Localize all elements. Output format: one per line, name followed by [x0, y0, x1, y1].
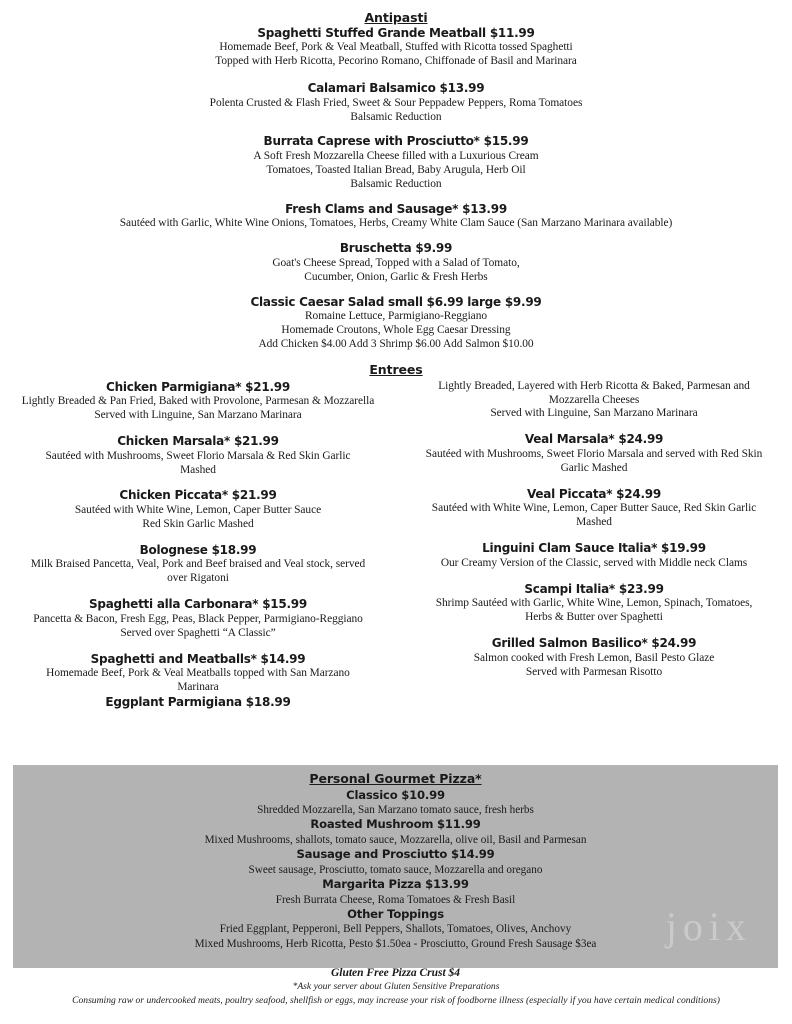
item-title: Spaghetti alla Carbonara* $15.99: [88, 597, 308, 612]
item-desc-line: Mixed Mushrooms, Herb Ricotta, Pesto $1.50ea - Prosciutto, Ground Fresh Sausage $3ea: [194, 937, 597, 950]
pizza-section: [13, 765, 778, 980]
menu-item: [14, 488, 382, 531]
item-desc-line: Sautéed with Mushrooms, Sweet Florio Marsala and served with Red Skin: [425, 447, 763, 460]
item-desc-line: Shredded Mozzarella, San Marzano tomato sauce, fresh herbs: [257, 803, 534, 816]
item-desc-line: Herbs & Butter over Spaghetti: [525, 611, 663, 624]
menu-item: [410, 432, 778, 475]
entrees-section: [0, 362, 792, 711]
menu-item: [0, 241, 792, 284]
menu-item: [13, 817, 778, 847]
item-title: Bolognese $18.99: [139, 542, 257, 557]
item-desc-line: over Rigatoni: [167, 572, 229, 585]
item-desc-line: Cucumber, Onion, Garlic & Fresh Herbs: [304, 270, 488, 283]
item-title: Chicken Parmigiana* $21.99: [106, 379, 290, 394]
item-title: Calamari Balsamico $13.99: [307, 81, 485, 96]
item-desc-line: Topped with Herb Ricotta, Pecorino Romano, Chiffonade of Basil and Marinara: [215, 55, 577, 68]
item-desc-line: Our Creamy Version of the Classic, served with Middle neck Clams: [440, 556, 748, 569]
item-desc-line: Tomatoes, Toasted Italian Bread, Baby Arugula, Herb Oil: [266, 163, 526, 176]
item-desc-line: Homemade Croutons, Whole Egg Caesar Dressing: [281, 324, 511, 337]
item-desc-line: Sweet sausage, Prosciutto, tomato sauce, Mozzarella and oregano: [248, 863, 543, 876]
entrees-heading: Entrees: [369, 361, 423, 377]
item-desc-line: Goat's Cheese Spread, Topped with a Salad of Tomato,: [272, 256, 520, 269]
menu-item: [410, 541, 778, 571]
item-title: Spaghetti Stuffed Grande Meatball $11.99: [257, 25, 535, 40]
item-desc-line: Sautéed with White Wine, Lemon, Caper Butter Sauce: [74, 504, 322, 516]
item-desc-line: Mozzarella Cheeses: [548, 393, 640, 406]
footer-disclaimer: [0, 980, 792, 1008]
item-title: Linguini Clam Sauce Italia* $19.99: [482, 541, 706, 556]
item-title: Sausage and Prosciutto $14.99: [296, 847, 495, 862]
menu-item: [14, 695, 382, 711]
item-desc-line: Garlic Mashed: [560, 461, 628, 474]
item-desc-line: Fried Eggplant, Pepperoni, Bell Peppers, Shallots, Tomatoes, Olives, Anchovy: [219, 923, 572, 936]
menu-item: [0, 26, 792, 69]
item-desc-line: Homemade Beef, Pork & Veal Meatballs topped with San Marzano: [46, 667, 350, 680]
gluten-free-crust-line: Gluten Free Pizza Crust $4: [330, 967, 461, 980]
item-desc-line: Pancetta & Bacon, Fresh Egg, Peas, Black Pepper, Parmigiano-Reggiano: [33, 612, 363, 625]
item-desc-line: Red Skin Garlic Mashed: [142, 517, 254, 530]
item-desc-line: Balsamic Reduction: [350, 110, 442, 123]
menu-item: [13, 847, 778, 877]
item-title: Bruschetta $9.99: [339, 241, 453, 256]
menu-item: [410, 582, 778, 625]
item-desc-line: Sautéed with Garlic, White Wine Onions, Tomatoes, Herbs, Creamy White Clam Sauce (San Marzano Marinara available): [119, 217, 673, 230]
item-title: Other Toppings: [347, 907, 444, 922]
menu-item: [14, 434, 382, 477]
item-desc-line: Milk Braised Pancetta, Veal, Pork and Beef braised and Veal stock, served: [30, 558, 366, 571]
entrees-grid: [0, 380, 792, 711]
item-desc-line: Lightly Breaded & Pan Fried, Baked with Provolone, Parmesan & Mozzarella: [21, 395, 375, 408]
item-title: Chicken Piccata* $21.99: [119, 488, 277, 503]
item-desc-line: A Soft Fresh Mozzarella Cheese filled with a Luxurious Cream: [253, 150, 539, 163]
item-title: Classic Caesar Salad small $6.99 large $9.99: [250, 294, 542, 309]
item-desc-line: Fresh Burrata Cheese, Roma Tomatoes & Fresh Basil: [275, 893, 516, 906]
item-title: Roasted Mushroom $11.99: [310, 817, 481, 832]
item-desc-line: Mixed Mushrooms, shallots, tomato sauce, Mozzarella, olive oil, Basil and Parmesan: [204, 833, 587, 846]
item-desc-line: Served with Linguine, San Marzano Marinara: [94, 409, 302, 422]
menu-item: [0, 81, 792, 124]
item-title: Classico $10.99: [346, 787, 445, 802]
menu-item: [14, 380, 382, 423]
item-desc-line: Romaine Lettuce, Parmigiano-Reggiano: [305, 310, 487, 323]
menu-item: [410, 636, 778, 679]
gluten-note: *Ask your server about Gluten Sensitive Preparations: [292, 981, 500, 992]
menu-item: [13, 788, 778, 818]
item-desc-line: Homemade Beef, Pork & Veal Meatball, Stuffed with Ricotta tossed Spaghetti: [219, 41, 573, 54]
menu-item: [0, 295, 792, 352]
item-desc-line: Served over Spaghetti “A Classic”: [120, 626, 276, 639]
item-title: Burrata Caprese with Prosciutto* $15.99: [263, 134, 529, 149]
item-title: Fresh Clams and Sausage* $13.99: [285, 201, 507, 216]
item-desc-line: Marinara: [177, 681, 219, 694]
item-title: Veal Marsala* $24.99: [524, 432, 664, 447]
item-desc-line: Salmon cooked with Fresh Lemon, Basil Pesto Glaze: [473, 651, 715, 664]
foodborne-illness-note: Consuming raw or undercooked meats, poultry seafood, shellfish or eggs, may increase your risk of foodborne illness (especially if you have certain medical conditions): [72, 994, 720, 1006]
menu-item: [14, 652, 382, 695]
menu-item: [0, 202, 792, 232]
item-desc-line: Shrimp Sautéed with Garlic, White Wine, Lemon, Spinach, Tomatoes,: [435, 597, 753, 610]
other-toppings-block: [13, 907, 778, 951]
pizza-heading: Personal Gourmet Pizza*: [309, 771, 482, 786]
item-desc-line: Mashed: [576, 516, 612, 529]
item-desc-addons: Add Chicken $4.00 Add 3 Shrimp $6.00 Add Salmon $10.00: [258, 338, 534, 351]
item-title: Spaghetti and Meatballs* $14.99: [90, 651, 306, 666]
menu-item: [14, 543, 382, 586]
item-desc-line: Balsamic Reduction: [350, 177, 442, 190]
item-desc-line: Polenta Crusted & Flash Fried, Sweet & Sour Peppadew Peppers, Roma Tomatoes: [209, 96, 583, 109]
item-title: Chicken Marsala* $21.99: [117, 434, 279, 448]
item-desc-line: Served with Parmesan Risotto: [525, 665, 663, 678]
item-desc-line: Served with Linguine, San Marzano Marinara: [490, 407, 698, 420]
item-title: Grilled Salmon Basilico* $24.99: [491, 636, 697, 651]
item-title: Margarita Pizza $13.99: [322, 877, 469, 892]
item-title: Veal Piccata* $24.99: [527, 486, 661, 501]
item-title: Eggplant Parmigiana $18.99: [105, 695, 291, 710]
menu-item: [0, 134, 792, 191]
item-title: Scampi Italia* $23.99: [524, 581, 664, 596]
antipasti-section: [0, 0, 792, 352]
watermark: joix: [665, 904, 752, 949]
entrees-left-column: [0, 380, 396, 711]
item-desc-line: Sautéed with White Wine, Lemon, Caper Butter Sauce, Red Skin Garlic: [431, 502, 757, 515]
menu-item: [14, 597, 382, 640]
menu-item: [410, 380, 778, 422]
item-desc-line: Lightly Breaded, Layered with Herb Ricotta & Baked, Parmesan and: [438, 379, 750, 392]
item-desc-line: Sautéed with Mushrooms, Sweet Florio Marsala & Red Skin Garlic: [45, 449, 351, 462]
entrees-right-column: [396, 380, 792, 691]
item-desc-line: Mashed: [180, 463, 216, 476]
menu-item: [410, 487, 778, 530]
antipasti-heading: Antipasti: [364, 10, 428, 25]
menu-item: [13, 877, 778, 907]
